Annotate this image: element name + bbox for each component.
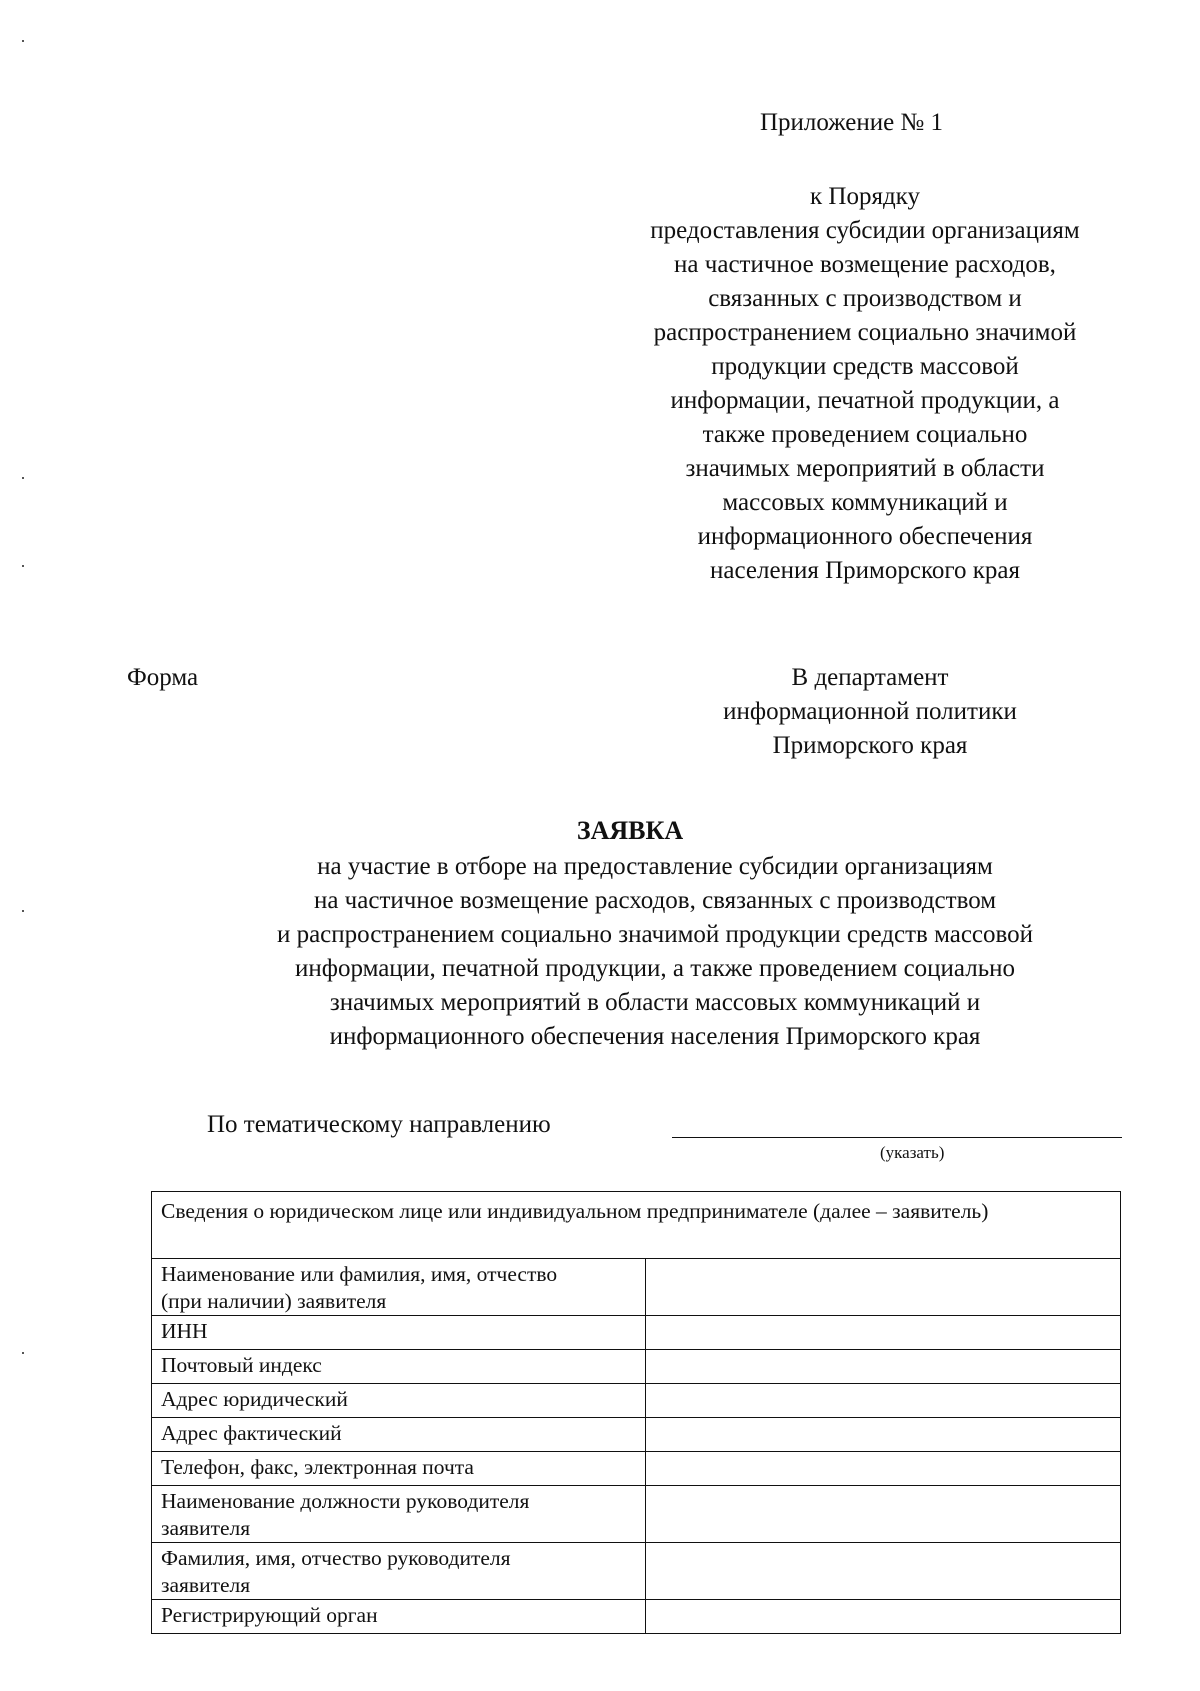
row-label-line: заявителя: [161, 1516, 251, 1540]
table-row: [152, 1452, 1121, 1486]
annex-number: Приложение № 1: [760, 109, 944, 136]
row-label: [152, 1543, 646, 1600]
row-label-line: заявителя: [161, 1573, 251, 1597]
annex-line: распространением социально значимой: [653, 319, 1077, 346]
row-label-line: Адрес юридический: [161, 1387, 348, 1411]
row-value[interactable]: [645, 1452, 1120, 1486]
table-row: [152, 1543, 1121, 1600]
row-label-line: ИНН: [161, 1319, 208, 1343]
subtitle-line: и распространением социально значимой продукции средств массовой: [276, 921, 1034, 948]
addressee-line: Приморского края: [772, 732, 968, 759]
scan-speck: [22, 477, 24, 479]
annex-line: связанных с производством и: [708, 285, 1022, 312]
scan-speck: [22, 40, 24, 42]
table-row: [152, 1316, 1121, 1350]
row-label-line: Регистрирующий орган: [161, 1603, 378, 1627]
table-row: [152, 1600, 1121, 1634]
addressee-line: информационной политики: [723, 698, 1017, 725]
form-label: Форма: [127, 664, 199, 691]
table-row: [152, 1486, 1121, 1543]
subtitle-line: значимых мероприятий в области массовых коммуникаций и: [329, 989, 981, 1016]
annex-line: информации, печатной продукции, а: [670, 387, 1060, 414]
application-subtitle: [190, 850, 1120, 1054]
scan-speck: [22, 910, 24, 912]
annex-line: значимых мероприятий в области: [685, 455, 1045, 482]
row-label-line: Наименование должности руководителя: [161, 1489, 530, 1513]
row-label-line: Фамилия, имя, отчество руководителя: [161, 1546, 511, 1570]
applicant-info-table: [151, 1191, 1121, 1634]
row-label-line: (при наличии) заявителя: [161, 1289, 387, 1313]
subtitle-line: на частичное возмещение расходов, связанных с производством: [313, 887, 997, 914]
row-label-line: Почтовый индекс: [161, 1353, 322, 1377]
row-value[interactable]: [645, 1316, 1120, 1350]
thematic-direction-hint: (указать): [880, 1143, 945, 1162]
subtitle-line: на участие в отборе на предоставление субсидии организациям: [317, 853, 993, 880]
annex-line: населения Приморского края: [710, 557, 1020, 584]
row-label: [152, 1418, 646, 1452]
row-label: [152, 1452, 646, 1486]
thematic-direction-label: По тематическому направлению: [207, 1111, 551, 1138]
addressee-block: [690, 661, 1050, 763]
row-value[interactable]: [645, 1384, 1120, 1418]
row-label-line: Наименование или фамилия, имя, отчество: [161, 1262, 558, 1286]
scan-speck: [22, 565, 24, 567]
row-label: [152, 1600, 646, 1634]
subtitle-line: информации, печатной продукции, а также проведением социально: [294, 955, 1015, 982]
annex-line: продукции средств массовой: [711, 353, 1019, 380]
annex-line: к Порядку: [810, 183, 920, 210]
row-label: [152, 1350, 646, 1384]
table-row: [152, 1350, 1121, 1384]
row-label: [152, 1486, 646, 1543]
row-label: [152, 1259, 646, 1316]
annex-line: информационного обеспечения: [697, 523, 1033, 550]
row-label-line: Адрес фактический: [161, 1421, 342, 1445]
row-value[interactable]: [645, 1543, 1120, 1600]
row-value[interactable]: [645, 1350, 1120, 1384]
scan-speck: [22, 1352, 24, 1354]
annex-reference: [600, 180, 1130, 588]
row-label-line: Телефон, факс, электронная почта: [161, 1455, 474, 1479]
table-row: [152, 1384, 1121, 1418]
table-row: [152, 1259, 1121, 1316]
application-title: ЗАЯВКА: [576, 816, 684, 845]
table-header-cell: Сведения о юридическом лице или индивидуальном предпринимателе (далее – заявитель): [152, 1192, 1121, 1259]
thematic-direction-field[interactable]: [672, 1137, 1122, 1138]
row-label: [152, 1316, 646, 1350]
annex-line: также проведением социально: [702, 421, 1028, 448]
row-value[interactable]: [645, 1486, 1120, 1543]
row-value[interactable]: [645, 1259, 1120, 1316]
annex-line: массовых коммуникаций и: [722, 489, 1008, 516]
addressee-line: В департамент: [791, 664, 949, 691]
row-value[interactable]: [645, 1418, 1120, 1452]
annex-line: предоставления субсидии организациям: [650, 217, 1080, 244]
row-value[interactable]: [645, 1600, 1120, 1634]
row-label: [152, 1384, 646, 1418]
table-header-row: [152, 1192, 1121, 1259]
table-row: [152, 1418, 1121, 1452]
subtitle-line: информационного обеспечения населения Приморского края: [329, 1023, 981, 1050]
annex-line: на частичное возмещение расходов,: [674, 251, 1056, 278]
